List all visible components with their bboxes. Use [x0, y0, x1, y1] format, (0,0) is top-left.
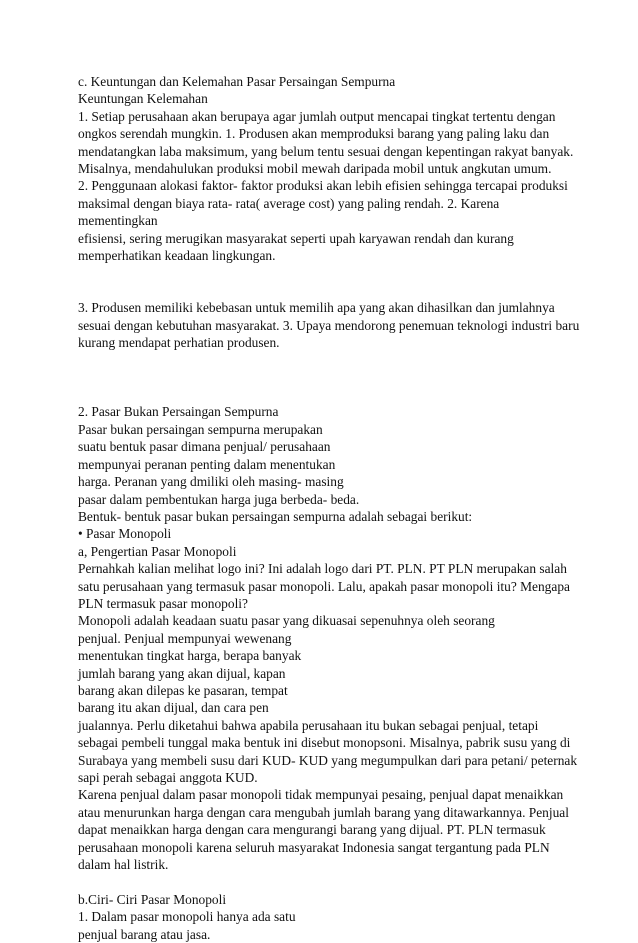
- text-line: menentukan tingkat harga, berapa banyak: [78, 648, 302, 664]
- text-line: PLN termasuk pasar monopoli?: [78, 595, 248, 611]
- paragraph-gap: [78, 282, 578, 299]
- text-line: Karena penjual dalam pasar monopoli tidak mempunyai pesaing, penjual dapat menaikkan: [78, 787, 564, 803]
- text-line: dapat menaikkan harga dengan cara mengurangi barang yang dijual. PT. PLN termasuk: [78, 822, 546, 838]
- text-line: suatu bentuk pasar dimana penjual/ perusahaan: [78, 439, 331, 455]
- section-ciri-ciri: [78, 891, 578, 943]
- section-point-3: [78, 299, 578, 351]
- text-line: 2. Penggunaan alokasi faktor- faktor produksi akan lebih efisien sehingga tercapai produksi: [78, 178, 568, 194]
- text-line: jumlah barang yang akan dijual, kapan: [78, 665, 286, 681]
- text-line: Surabaya yang membeli susu dari KUD- KUD yang megumpulkan dari para petani/ peternak: [78, 752, 578, 768]
- text-line: Misalnya, mendahulukan produksi mobil mewah daripada mobil untuk angkutan umum.: [78, 161, 552, 177]
- text-line: penjual barang atau jasa.: [78, 926, 211, 942]
- section-keuntungan-kelemahan: [78, 73, 578, 264]
- subsection-heading: a, Pengertian Pasar Monopoli: [78, 543, 237, 559]
- text-line: dalam hal listrik.: [78, 857, 169, 873]
- text-line: Pasar bukan persaingan sempurna merupakan: [78, 421, 323, 437]
- text-line: sapi perah sebagai anggota KUD.: [78, 770, 258, 785]
- text-line: penjual. Penjual mempunyai wewenang: [78, 630, 292, 646]
- text-line: mempunyai peranan penting dalam menentukan: [78, 456, 336, 472]
- text-line: mementingkan: [78, 213, 158, 229]
- text-line: pasar dalam pembentukan harga juga berbeda- beda.: [78, 491, 360, 507]
- text-line: memperhatikan keadaan lingkungan.: [78, 248, 276, 264]
- text-line: sesuai dengan kebutuhan masyarakat. 3. Upaya mendorong penemuan teknologi industri baru: [78, 317, 580, 333]
- paragraph-gap: [78, 873, 578, 890]
- text-line: jualannya. Perlu diketahui bahwa apabila perusahaan itu bukan sebagai penjual, tetapi: [78, 717, 539, 733]
- text-line: barang itu akan dijual, dan cara pen: [78, 700, 269, 716]
- text-line: harga. Peranan yang dmiliki oleh masing- masing: [78, 474, 344, 490]
- text-line: ongkos serendah mungkin. 1. Produsen akan memproduksi barang yang paling laku dan: [78, 126, 550, 142]
- text-line: satu perusahaan yang termasuk pasar monopoli. Lalu, apakah pasar monopoli itu? Mengapa: [78, 578, 570, 594]
- paragraph-gap: [78, 264, 578, 281]
- text-line: efisiensi, sering merugikan masyarakat seperti upah karyawan rendah dan kurang: [78, 230, 514, 246]
- column-headers: Keuntungan Kelemahan: [78, 91, 208, 107]
- section-heading: 2. Pasar Bukan Persaingan Sempurna: [78, 404, 279, 420]
- text-line: kurang mendapat perhatian produsen.: [78, 335, 280, 351]
- text-line: perusahaan monopoli karena seluruh masyarakat Indonesia sangat tergantung pada PLN: [78, 839, 550, 855]
- section-pasar-bukan-persaingan: [78, 403, 578, 873]
- paragraph-gap: [78, 351, 578, 403]
- document-page: [78, 73, 578, 943]
- text-line: Monopoli adalah keadaan suatu pasar yang dikuasai sepenuhnya oleh seorang: [78, 613, 495, 629]
- subsection-heading: b.Ciri- Ciri Pasar Monopoli: [78, 891, 227, 907]
- text-line: Pernahkah kalian melihat logo ini? Ini adalah logo dari PT. PLN. PT PLN merupakan salah: [78, 561, 567, 577]
- text-line: 1. Dalam pasar monopoli hanya ada satu: [78, 909, 296, 925]
- section-heading: c. Keuntungan dan Kelemahan Pasar Persaingan Sempurna: [78, 74, 396, 89]
- text-line: mendatangkan laba maksimum, yang belum tentu sesuai dengan kepentingan rakyat banyak.: [78, 143, 574, 159]
- text-line: Bentuk- bentuk pasar bukan persaingan sempurna adalah sebagai berikut:: [78, 508, 473, 524]
- text-line: atau menurunkan harga dengan cara mengubah jumlah barang yang ditawarkannya. Penjual: [78, 804, 569, 820]
- text-line: barang akan dilepas ke pasaran, tempat: [78, 682, 288, 698]
- text-line: 1. Setiap perusahaan akan berupaya agar jumlah output mencapai tingkat tertentu dengan: [78, 108, 556, 124]
- bullet-item: • Pasar Monopoli: [78, 526, 172, 542]
- text-line: maksimal dengan biaya rata- rata( average cost) yang paling rendah. 2. Karena: [78, 195, 500, 211]
- text-line: 3. Produsen memiliki kebebasan untuk memilih apa yang akan dihasilkan dan jumlahnya: [78, 300, 555, 316]
- text-line: sebagai pembeli tunggal maka bentuk ini disebut monopsoni. Misalnya, pabrik susu yang di: [78, 735, 571, 751]
